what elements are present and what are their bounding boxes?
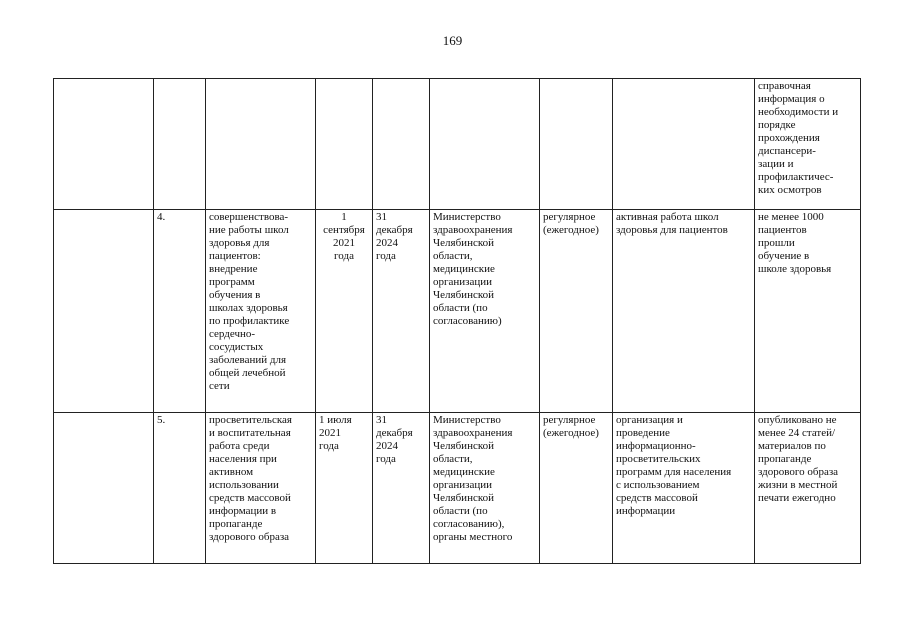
start-date-cell: [316, 79, 373, 210]
end-date-cell: 31 декабря 2024 года: [373, 210, 430, 413]
number-cell: 5.: [154, 413, 206, 564]
start-date-cell: 1 сентября 2021 года: [316, 210, 373, 413]
table-row: [54, 413, 861, 564]
start-date-cell: 1 июля 2021 года: [316, 413, 373, 564]
end-date-cell: [373, 79, 430, 210]
document-table: [53, 78, 861, 564]
empty-cell: [54, 413, 154, 564]
page-number: 169: [442, 33, 463, 48]
activity-cell: [613, 79, 755, 210]
empty-cell: [54, 210, 154, 413]
activity-cell: организация и проведение информационно- просветительских программ для населения с использованием средств массовой информации: [613, 413, 755, 564]
number-cell: [154, 79, 206, 210]
frequency-cell: [540, 79, 613, 210]
table-row: [54, 79, 861, 210]
measure-cell: просветительская и воспитательная работа среди населения при активном использовании средств массовой информации в пропаганде здорового образа: [206, 413, 316, 564]
executor-cell: [430, 79, 540, 210]
result-cell: справочная информация о необходимости и порядке прохождения диспансери- зации и профилактичес- ких осмотров: [755, 79, 861, 210]
measure-cell: совершенствова- ние работы школ здоровья для пациентов: внедрение программ обучения в школах здоровья по профилактике сердечно- сосудистых заболеваний для общей лечебной сети: [206, 210, 316, 413]
frequency-cell: регулярное (ежегодное): [540, 413, 613, 564]
activity-cell: активная работа школ здоровья для пациентов: [613, 210, 755, 413]
result-cell: опубликовано не менее 24 статей/ материалов по пропаганде здорового образа жизни в местной печати ежегодно: [755, 413, 861, 564]
executor-cell: Министерство здравоохранения Челябинской области, медицинские организации Челябинской области (по согласованию), органы местного: [430, 413, 540, 564]
end-date-cell: 31 декабря 2024 года: [373, 413, 430, 564]
frequency-cell: регулярное (ежегодное): [540, 210, 613, 413]
result-cell: не менее 1000 пациентов прошли обучение в школе здоровья: [755, 210, 861, 413]
table-row: [54, 210, 861, 413]
measure-cell: [206, 79, 316, 210]
executor-cell: Министерство здравоохранения Челябинской области, медицинские организации Челябинской области (по согласованию): [430, 210, 540, 413]
number-cell: 4.: [154, 210, 206, 413]
empty-cell: [54, 79, 154, 210]
